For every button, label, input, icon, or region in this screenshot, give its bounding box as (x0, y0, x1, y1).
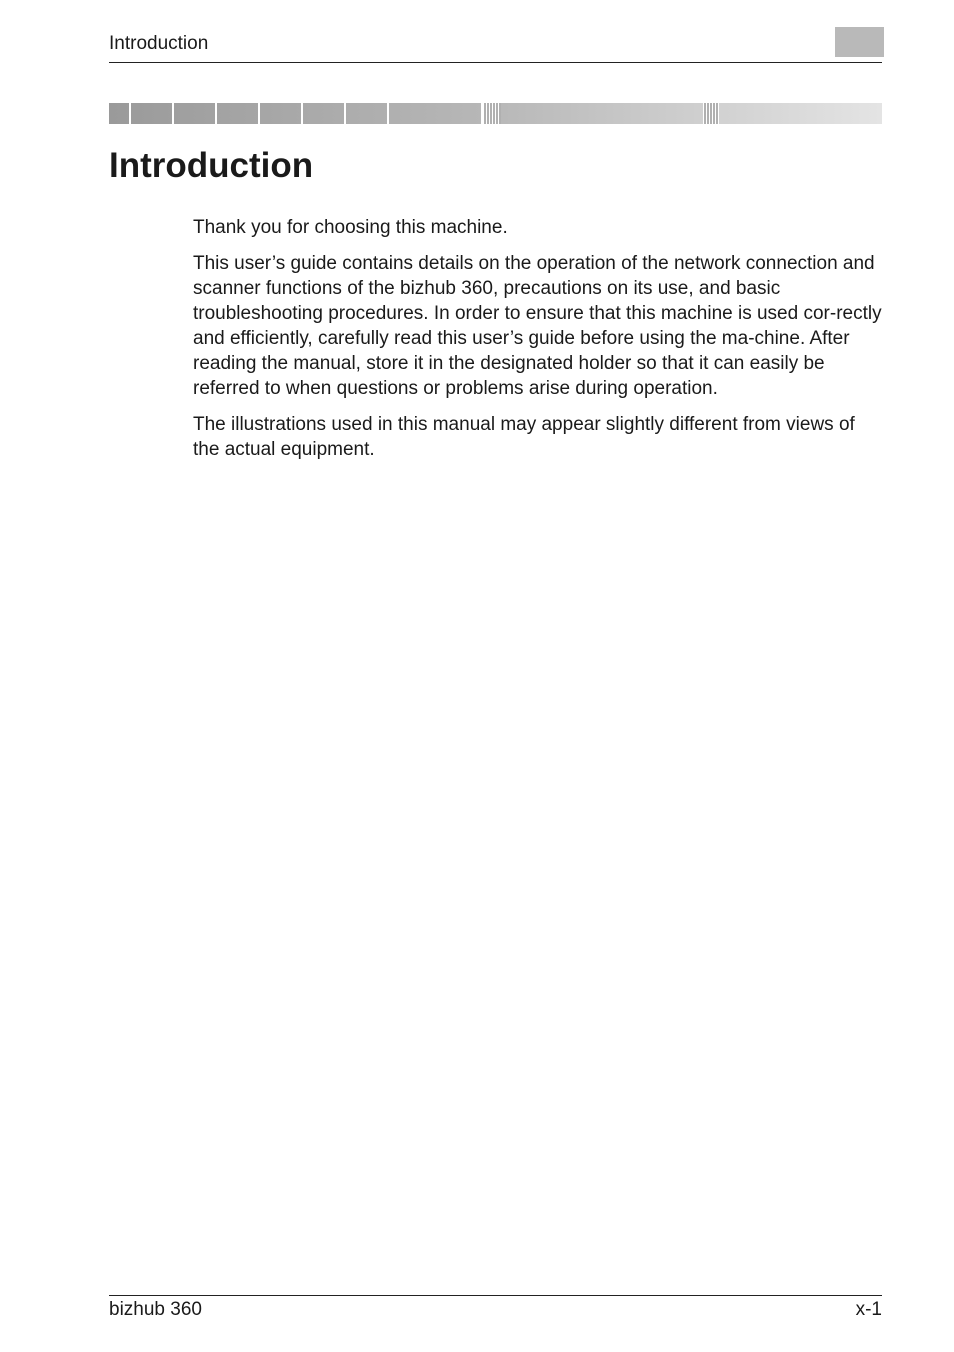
footer-rule (109, 1295, 882, 1296)
running-header: Introduction (109, 33, 209, 54)
paragraph-thanks: Thank you for choosing this machine. (193, 217, 508, 238)
page-title: Introduction (109, 146, 314, 185)
footer-product-name: bizhub 360 (109, 1299, 202, 1320)
header-tab-marker (835, 27, 884, 57)
footer-page-number: x-1 (855, 1299, 882, 1320)
paragraph-illustrations: The illustrations used in this manual may appear slightly different from views of the actual equipment. (193, 414, 855, 460)
body-text (193, 215, 883, 473)
decorative-bar (109, 103, 882, 124)
header-rule (109, 62, 882, 63)
paragraph-guide-contents: This user’s guide contains details on the operation of the network connection and scanner functions of the bizhub 360, precautions on its use, and basic troubleshooting procedures. In order to ensure that this machine is used cor-rectly and efficiently, carefully read this user’s guide before using the ma-chine. After reading the manual, store it in the designated holder so that it can easily be referred to when questions or problems arise during operation. (193, 253, 882, 399)
